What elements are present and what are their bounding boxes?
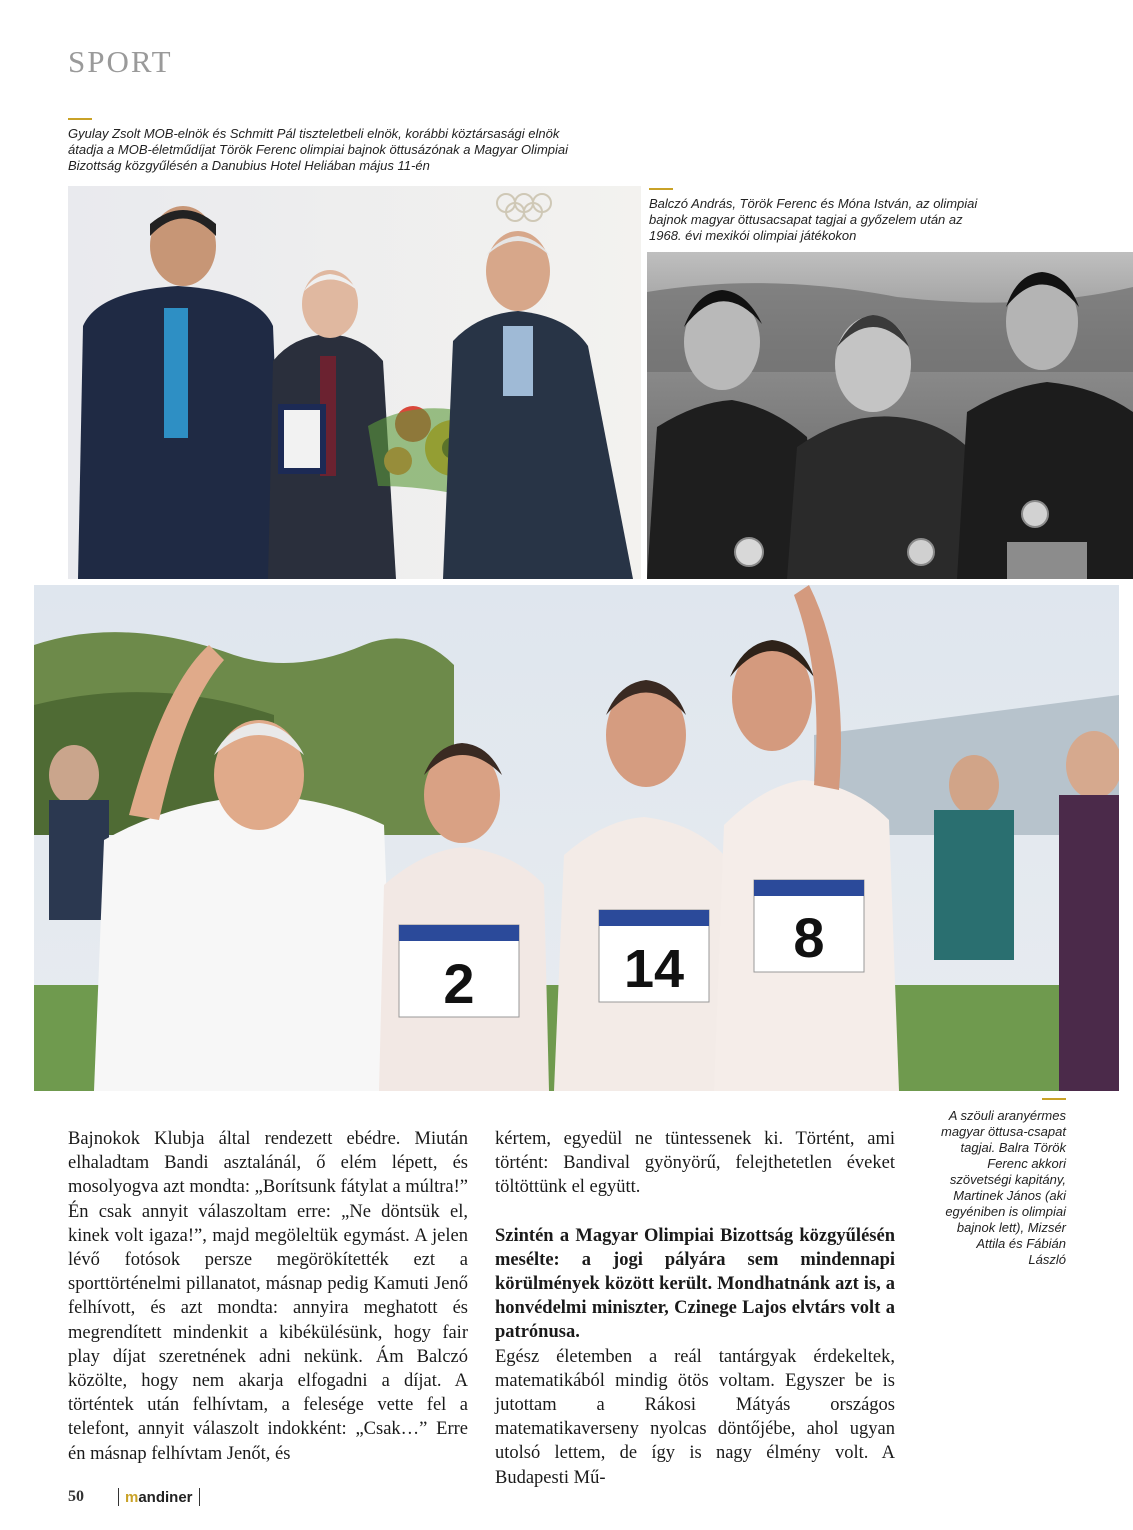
photo-1968-team [647, 252, 1133, 579]
bib-number-8: 8 [793, 906, 825, 969]
caption-accent-right [649, 188, 673, 190]
article-column-2 [495, 1127, 895, 1490]
caption-accent-top [68, 118, 92, 120]
bib-number-14: 14 [623, 939, 685, 999]
article-column-1 [68, 1127, 468, 1466]
caption-accent-side [1042, 1098, 1066, 1100]
footer-divider-right [199, 1488, 200, 1506]
photo-seoul-team [34, 585, 1119, 1091]
section-label: SPORT [68, 44, 173, 79]
page-footer [68, 1488, 206, 1506]
caption-right-top: Balczó András, Török Ferenc és Móna István, az olimpiai bajnok magyar öttusacsapat tagjai a győzelem után az 1968. évi mexikói olimpiai játékokon [649, 196, 978, 243]
article-col2-para1: kértem, egyedül ne tüntessenek ki. Történt, ami történt: Bandival gyönyörű, felejthetetlen éveket töltöttünk el együtt. [495, 1129, 895, 1198]
brand-logo [125, 1489, 193, 1506]
brand-logo-m: m [125, 1488, 139, 1506]
article-col2-para2: Egész életemben a reál tantárgyak érdekeltek, matematikából mindig ötös voltam. Egyszer be is jutottam a Rákosi Mátyás országos matematikaverseny nyolcas döntőjébe, ahol ugyan utolsó lettem, de így is nagy élmény volt. A Budapesti Mű- [495, 1346, 895, 1488]
bib-number-2: 2 [443, 952, 475, 1015]
brand-logo-rest: andiner [138, 1488, 193, 1506]
photo-award-ceremony [68, 186, 641, 579]
caption-top: Gyulay Zsolt MOB-elnök és Schmitt Pál tiszteletbeli elnök, korábbi köztársasági elnök átadja a MOB-életműdíjat Török Ferenc olimpiai bajnok öttusázónak a Magyar Olimpiai Bizottság közgyűlésén a Danubius Hotel Heliában május 11-én [68, 126, 569, 173]
article-col2-lead: Szintén a Magyar Olimpiai Bizottság közgyűlésén mesélte: a jogi pályára sem mindennapi körülmények között került. Mondhatnánk azt is, a honvédelmi miniszter, Czinege Lajos elvtárs volt a patrónusa. [495, 1225, 895, 1343]
footer-divider-left [118, 1488, 119, 1506]
page-number: 50 [68, 1488, 84, 1505]
article-col1-text: Bajnokok Klubja által rendezett ebédre. Miután elhaladtam Bandi asztalánál, ő elém lépett, és mosolyogva azt mondta: „Borítsunk fátylat a múltra!” Én csak annyit válaszoltam erre: „Ne döntsük el, kinek volt igaza!”, majd megöleltük egymást. A jelen lévő fotósok persze megörökítették ezt a sporttörténelmi pillanatot, másnap pedig Kamuti Jenő felhívott, és azt mondta: annyira meghatott és megrendített mindenkit a kibékülésünk, hogy fair play díjat szeretnének adni nekünk. Ám Balczó közölte, hogy nem akarja elfogadni a díjat. A történtek után felhívtam, a felesége vette fel a telefont, annyit válaszolt indokként: „Csak…” Erre én másnap felhívtam Jenőt, és [68, 1129, 468, 1464]
caption-side: A szöuli aranyérmes magyar öttusa-csapat tagjai. Balra Török Ferenc akkori szövetségi kapitány, Martinek János (aki egyéniben is olimpiai bajnok lett), Mizsér Attila és Fábián László [940, 1108, 1066, 1267]
